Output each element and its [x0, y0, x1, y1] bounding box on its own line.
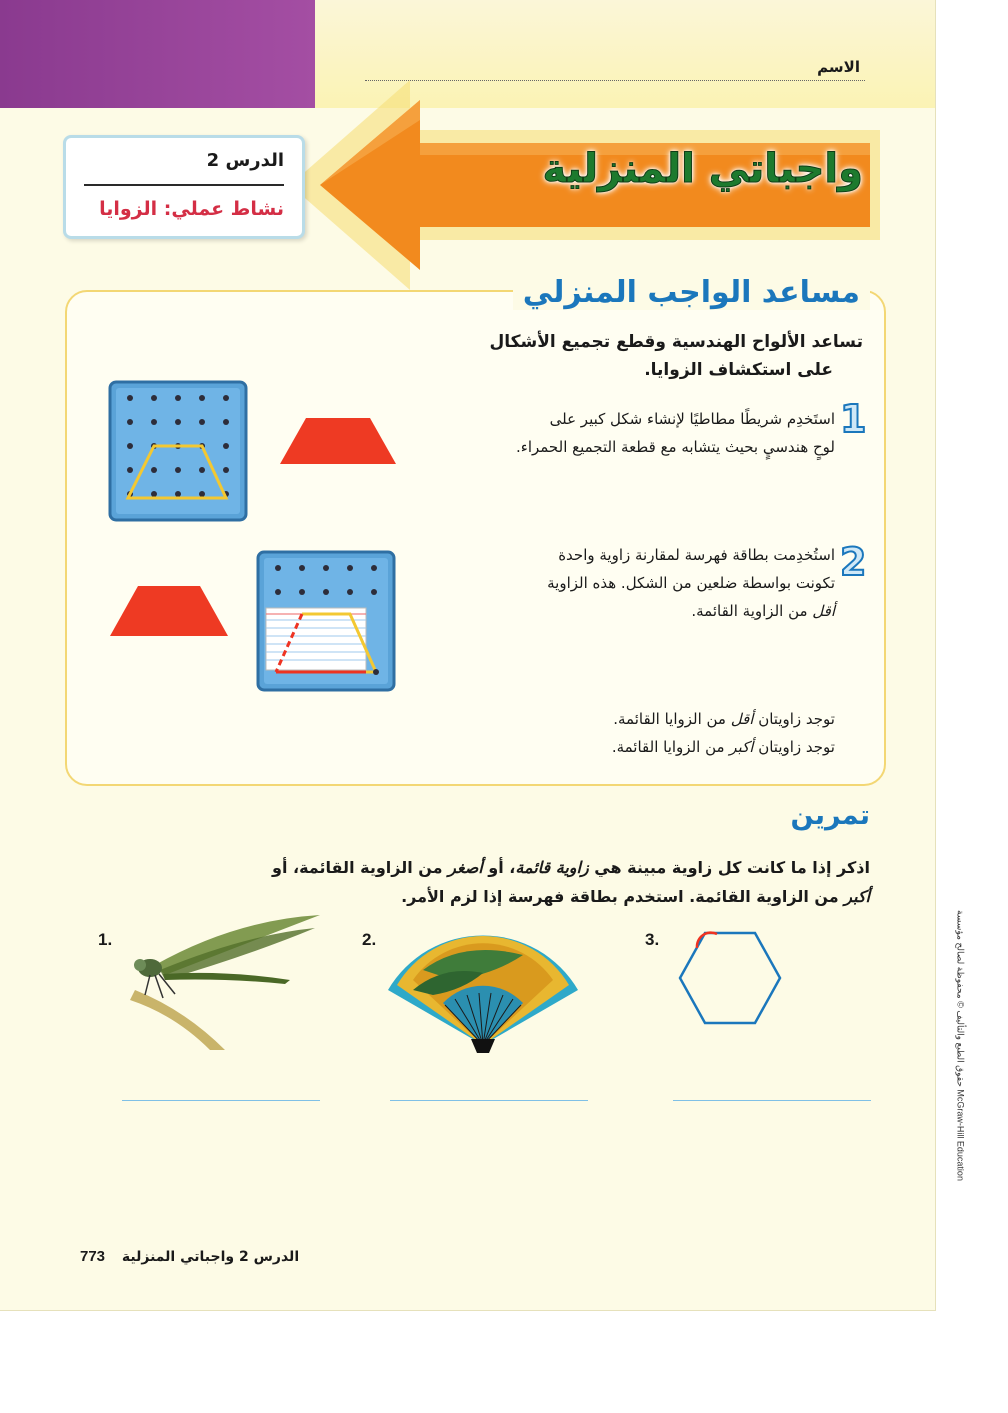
red-trapezoid-block-2 — [108, 584, 230, 638]
exercise-3-number: 3. — [645, 930, 660, 949]
page-footer — [80, 1248, 299, 1265]
name-label: الاسم — [817, 58, 860, 76]
step-1-line-2: لوحٍ هندسيٍ بحيث يتشابه مع قطعة التجميع الحمراء. — [516, 438, 835, 456]
step-2-text — [435, 541, 835, 625]
footer-lesson — [122, 1249, 299, 1265]
lesson-card — [63, 135, 305, 239]
geoboard-index-card-image — [256, 550, 396, 692]
page-title: واجباتي المنزلية — [542, 146, 863, 192]
result-1-emphasis: أقل — [730, 710, 754, 728]
answer-line-3[interactable] — [673, 1100, 871, 1101]
result-2-emphasis: أكبر — [729, 738, 754, 756]
step-2-line-3 — [435, 597, 835, 625]
step-2-line-1: استُخدِمت بطاقة فهرسة لمقارنة زاوية واحدة — [558, 546, 835, 564]
homework-helper-title: مساعد الواجب المنزلي — [513, 275, 870, 310]
card-divider — [84, 184, 284, 186]
geoboard-trapezoid-image — [108, 380, 248, 522]
instr-emphasis-right-angle: زاوية قائمة — [515, 858, 589, 877]
lesson-topic: نشاط عملي: الزوايا — [99, 198, 284, 220]
answer-line-2[interactable] — [390, 1100, 588, 1101]
lesson-number: الدرس 2 — [206, 150, 284, 171]
practice-instructions — [190, 853, 870, 911]
helper-results — [475, 705, 835, 761]
instr-mid: ، أو — [482, 858, 516, 877]
step-2-line-3-rest: من الزاوية القائمة. — [691, 602, 813, 620]
instr-pre: اذكر إذا ما كانت كل زاوية مبينة هي — [588, 858, 870, 877]
purple-header-band — [0, 0, 315, 108]
red-trapezoid-block-1 — [278, 416, 398, 466]
result-line-1 — [475, 705, 835, 733]
footer-lesson-label: الدرس — [253, 1249, 300, 1265]
instr-emphasis-larger: أكبر — [844, 887, 870, 906]
footer-lesson-num: 2 — [238, 1249, 249, 1265]
instr-mid-2: من الزاوية القائمة، أو — [272, 858, 449, 877]
result-1-pre: توجد زاويتان — [753, 710, 835, 728]
result-2-pre: توجد زاويتان — [753, 738, 835, 756]
intro-line-1: تساعد الألواح الهندسية وقطع تجميع الأشكال — [489, 332, 863, 352]
intro-line-2: على استكشاف الزوايا. — [644, 360, 833, 380]
result-1-post: من الزوايا القائمة. — [613, 710, 731, 728]
exercise-1-number: 1. — [98, 930, 113, 949]
instr-emphasis-smaller: أصغر — [448, 858, 483, 877]
result-line-2 — [475, 733, 835, 761]
step-2-number: 2 — [840, 540, 867, 584]
dragonfly-image — [125, 910, 325, 1050]
hexagon-image — [675, 928, 785, 1028]
step-2-line-2: تكونت بواسطة ضلعين من الشكل. هذه الزاوية — [547, 574, 835, 592]
practice-title: تمرين — [790, 800, 870, 831]
step-1-line-1: استَخدِم شريطًا مطاطيًا لإنشاء شكل كبير على — [549, 410, 835, 428]
answer-line-1[interactable] — [122, 1100, 320, 1101]
step-1-text — [415, 405, 835, 461]
helper-intro — [443, 328, 863, 384]
copyright-notice: حقوق الطبع والتأليف © محفوظة لصالح مؤسسة McGraw-Hill Education — [955, 910, 966, 1181]
step-2-emphasis: أقل — [812, 602, 835, 620]
footer-lesson-title: واجباتي المنزلية — [121, 1249, 235, 1265]
result-2-post: من الزوايا القائمة. — [611, 738, 730, 756]
exercise-2-number: 2. — [362, 930, 377, 949]
step-1-number: 1 — [840, 397, 867, 441]
instr-post: من الزاوية القائمة. استخدم بطاقة فهرسة إذا لزم الأمر. — [401, 887, 845, 906]
page-number: 773 — [80, 1248, 106, 1265]
hand-fan-image — [383, 935, 583, 1055]
